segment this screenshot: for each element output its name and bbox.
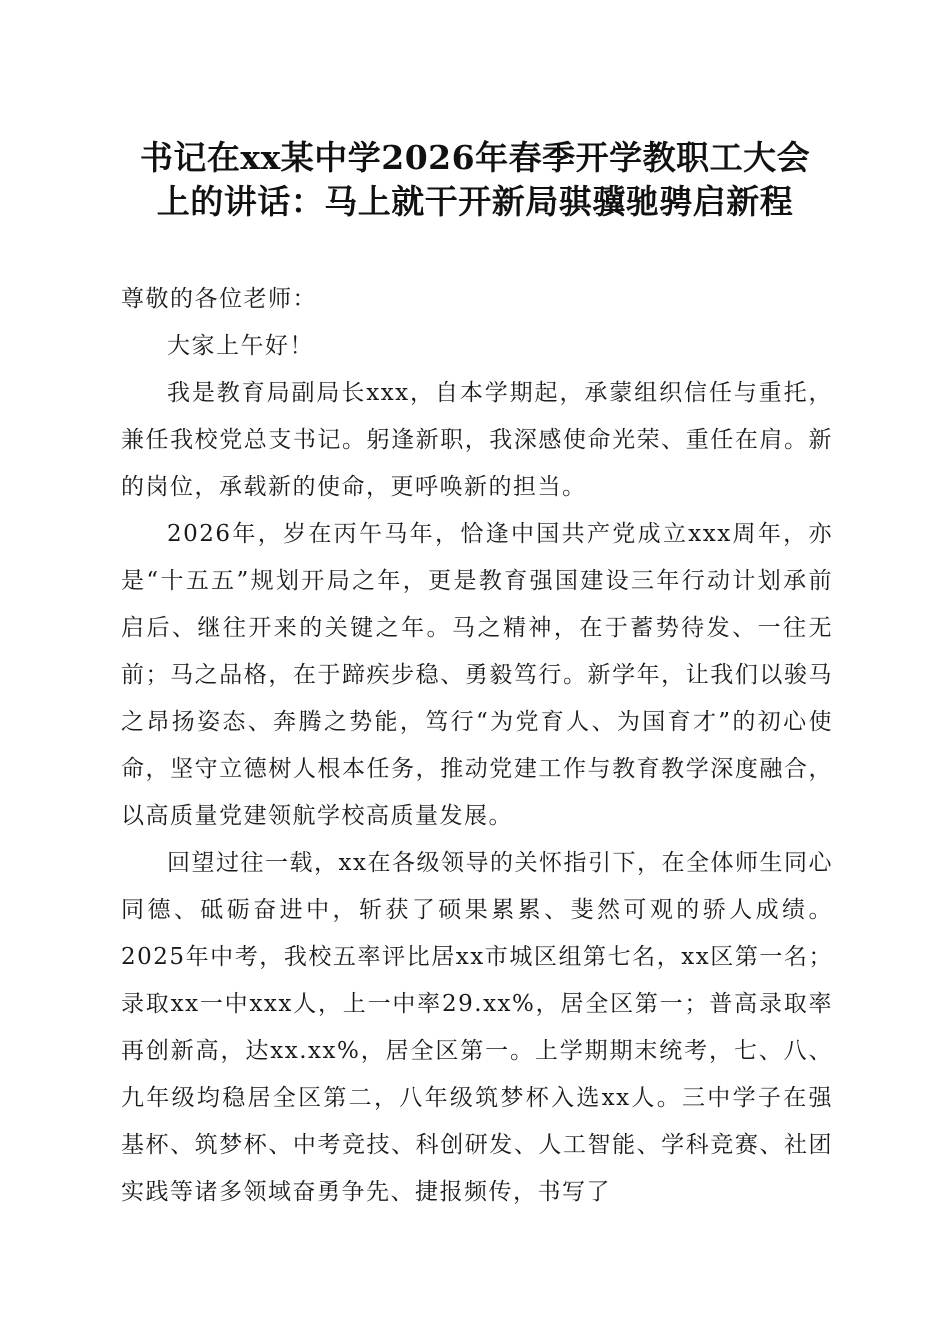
- paragraph-new-year: 2026年，岁在丙午马年，恰逢中国共产党成立xxx周年，亦是“十五五”规划开局之年，更是教育强国建设三年行动计划承前启后、继往开来的关键之年。马之精神，在于蓄势待发、一往无前；马之品格，在于蹄疾步稳、勇毅笃行。新学年，让我们以骏马之昂扬姿态、奔腾之势能，笃行“为党育人、为国育才”的初心使命，坚守立德树人根本任务，推动党建工作与教育教学深度融合，以高质量党建领航学校高质量发展。: [121, 521, 833, 829]
- title-line-2: 上的讲话：马上就干开新局骐骥驰骋启新程: [156, 182, 794, 221]
- paragraph-review: 回望过往一载，xx在各级领导的关怀指引下，在全体师生同心同德、砥砺奋进中，斩获了硕果累累、斐然可观的骄人成绩。2025年中考，我校五率评比居xx市城区组第七名，xx区第一名；录取xx一中xxx人，上一中率29.xx%，居全区第一；普高录取率再创新高，达xx.xx%，居全区第一。上学期期末统考，七、八、九年级均稳居全区第二，八年级筑梦杯入选xx人。三中学子在强基杯、筑梦杯、中考竞技、科创研发、人工智能、学科竞赛、社团实践等诸多领域奋勇争先、捷报频传，书写了: [121, 850, 833, 1205]
- document-title: [100, 136, 850, 224]
- paragraph-introduction: 我是教育局副局长xxx，自本学期起，承蒙组织信任与重托，兼任我校党总支书记。躬逢新职，我深感使命光荣、重任在肩。新的岗位，承载新的使命，更呼唤新的担当。: [121, 380, 833, 500]
- document-body: [121, 276, 833, 1216]
- paragraph-greeting: 大家上午好！: [167, 333, 314, 359]
- salutation: 尊敬的各位老师：: [121, 286, 317, 312]
- title-line-1: 书记在xx某中学2026年春季开学教职工大会: [139, 138, 811, 177]
